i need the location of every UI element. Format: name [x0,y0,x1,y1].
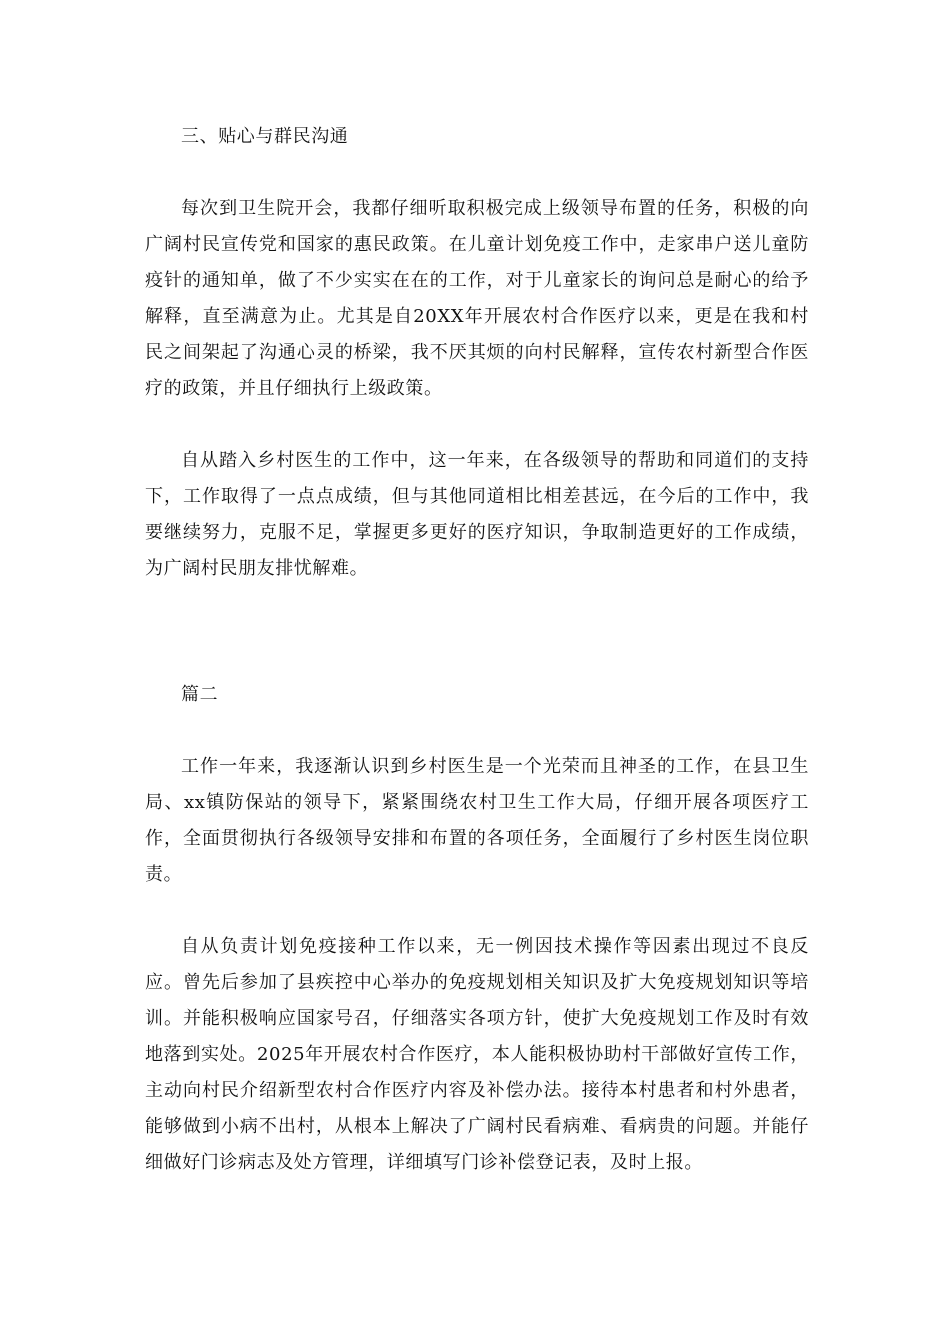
spacer [145,893,809,929]
section-heading-three: 三、贴心与群民沟通 [181,126,349,147]
paragraph-summary: 自从踏入乡村医生的工作中，这一年来，在各级领导的帮助和同道们的支持下，工作取得了一点点成绩，但与其他同道相比相差甚远，在今后的工作中，我要继续努力，克服不足，掌握更多更好的医疗知识，争取制造更好的工作成绩，为广阔村民朋友排忧解难。 [145,450,809,579]
spacer [145,407,809,443]
paragraph-immunization: 自从负责计划免疫接种工作以来，无一例因技术操作等因素出现过不良反应。曾先后参加了县疾控中心举办的免疫规划相关知识及扩大免疫规划知识等培训。并能积极响应国家号召，仔细落实各项方针，使扩大免疫规划工作及时有效地落到实处。2025年开展农村合作医疗，本人能积极协助村干部做好宣传工作，主动向村民介绍新型农村合作医疗内容及补偿办法。接待本村患者和村外患者，能够做到小病不出村，从根本上解决了广阔村民看病难、看病贵的问题。并能仔细做好门诊病志及处方管理，详细填写门诊补偿登记表，及时上报。 [145,936,809,1173]
section-spacer [145,587,809,677]
paragraph-work-overview: 工作一年来，我逐渐认识到乡村医生是一个光荣而且神圣的工作，在县卫生局、xx镇防保站的领导下，紧紧围绕农村卫生工作大局，仔细开展各项医疗工作，全面贯彻执行各级领导安排和布置的各项任务，全面履行了乡村医生岗位职责。 [145,756,809,885]
paragraph-communication: 每次到卫生院开会，我都仔细听取积极完成上级领导布置的任务，积极的向广阔村民宣传党和国家的惠民政策。在儿童计划免疫工作中，走家串户送儿童防疫针的通知单，做了不少实实在在的工作，对于儿童家长的询问总是耐心的给予解释，直至满意为止。尤其是自20XX年开展农村合作医疗以来，更是在我和村民之间架起了沟通心灵的桥梁，我不厌其烦的向村民解释，宣传农村新型合作医疗的政策，并且仔细执行上级政策。 [145,198,809,399]
section-heading-part-two: 篇二 [181,684,219,705]
spacer [145,155,809,191]
document-body [145,119,809,1181]
spacer [145,713,809,749]
